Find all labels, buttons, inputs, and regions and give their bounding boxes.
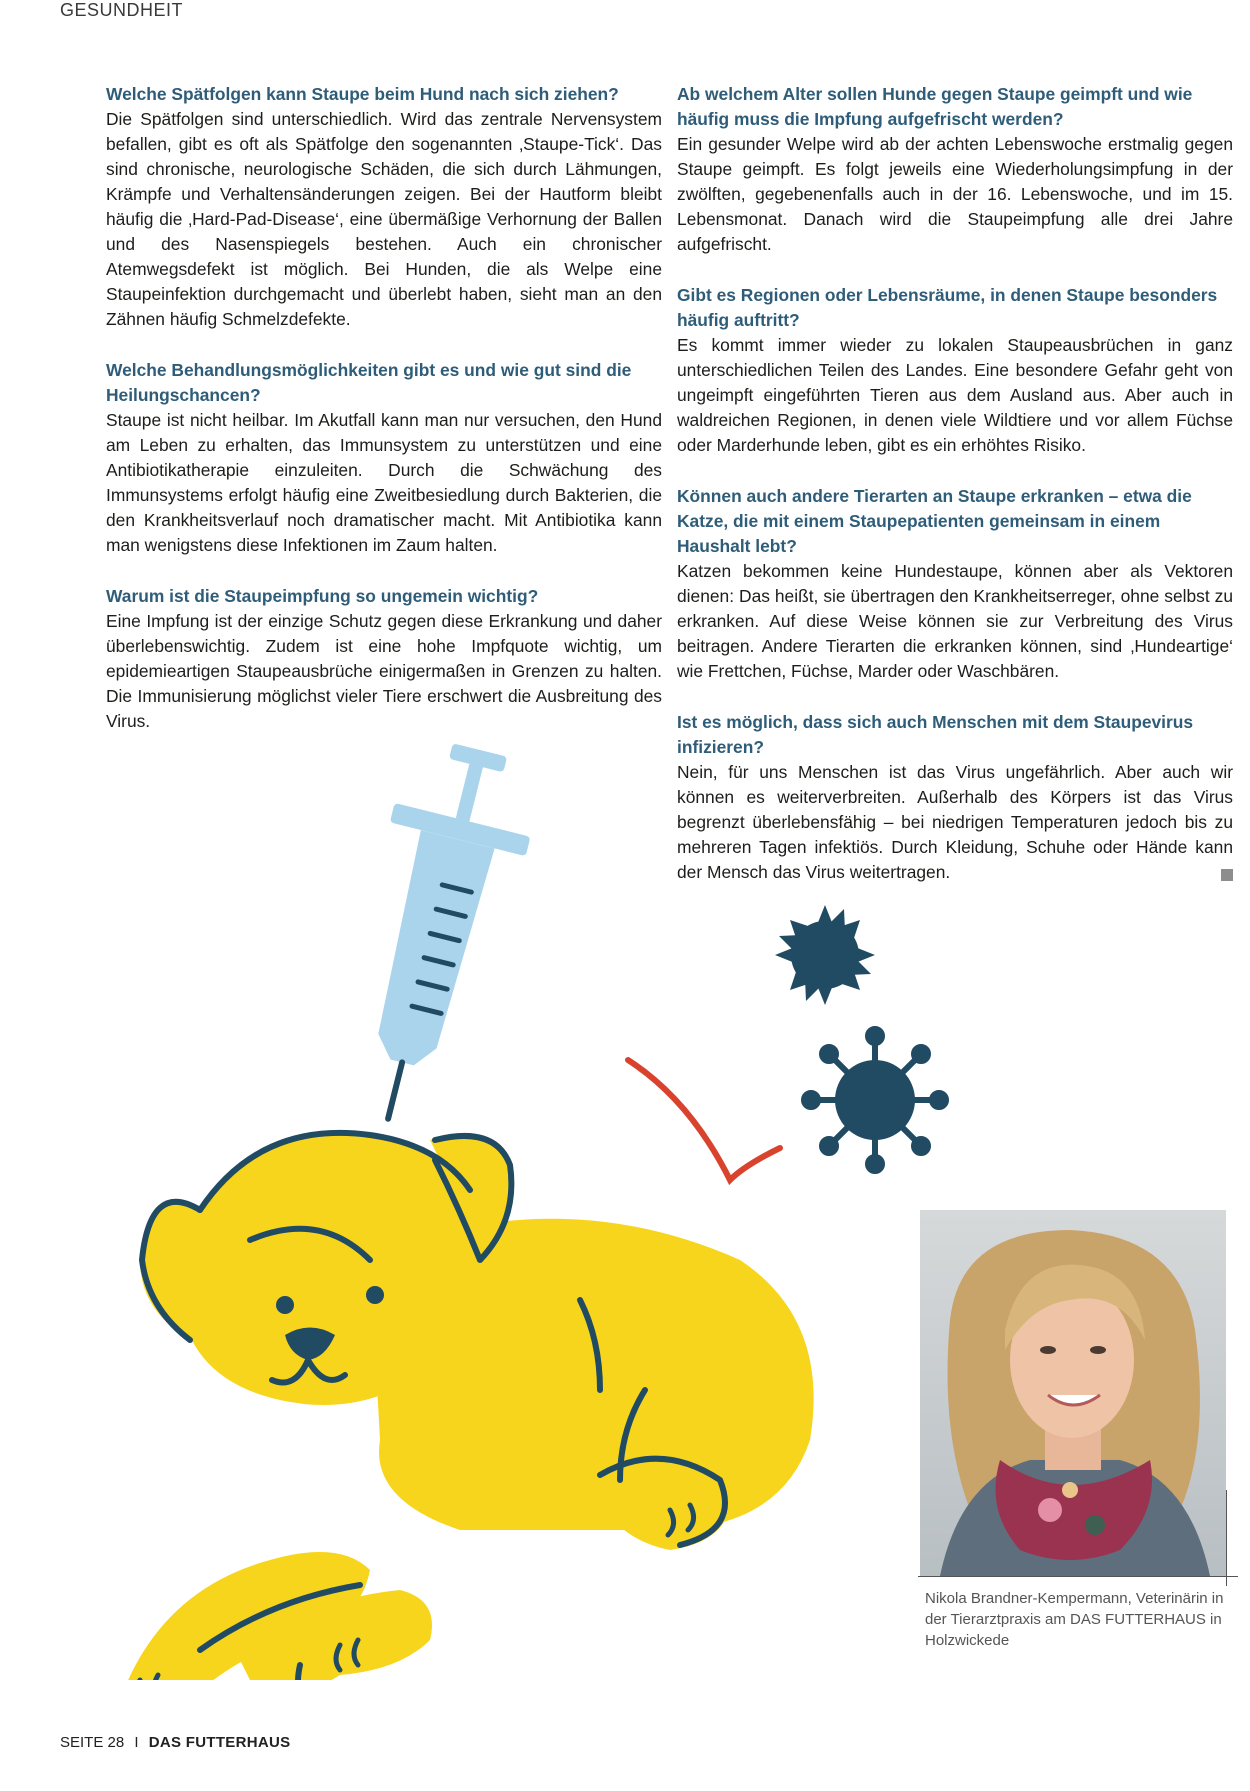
question-heading: Können auch andere Tierarten an Staupe erkranken – etwa die Katze, die mit einem Staupepatienten gemeinsam in einem Haushalt lebt? [677,486,1192,556]
question-heading: Gibt es Regionen oder Lebensräume, in denen Staupe besonders häufig auftritt? [677,285,1218,330]
footer-brand: DAS FUTTERHAUS [148,1734,291,1751]
qa-block [677,484,1233,684]
question-heading: Ist es möglich, dass sich auch Menschen mit dem Staupevirus infizieren? [677,712,1194,757]
qa-block [106,584,662,734]
photo-caption: Nikola Brandner-Kempermann, Veterinärin in der Tierarztpraxis am DAS FUTTERHAUS in Holzwickede [925,1590,1224,1649]
question-heading: Welche Spätfolgen kann Staupe beim Hund nach sich ziehen? [106,84,619,104]
virus-icon [775,905,875,1005]
answer-text: Eine Impfung ist der einzige Schutz gegen diese Erkrankung und daher überlebenswichtig. Zudem ist eine hohe Impfquote wichtig, um epidemieartigen Staupeausbrüche einigermaßen in Grenzen zu halten. Die Immunisierung möglichst vieler Tiere erschwert die Ausbreitung des Virus. [106,611,662,731]
answer-text: Die Spätfolgen sind unterschiedlich. Wird das zentrale Nervensystem befallen, gibt es oft als Spätfolge den sogenannten ‚Staupe-Tick‘. Das sind chronische, neurologische Schäden, die sich durch Lähmungen, Krämpfe und Verhaltensänderungen zeigen. Bei der Hautform bleibt häufig die ‚Hard-Pad-Disease‘, eine übermäßige Verhornung der Ballen und des Nasenspiegels bestehen. Auch ein chronischer Atemwegsdefekt ist möglich. Bei Hunden, die als Welpe eine Staupeinfektion durchgemacht und überlebt haben, sieht man an den Zähnen häufig Schmelzdefekte. [106,109,662,329]
page-footer [60,1734,290,1751]
qa-block [677,283,1233,458]
portrait-image [920,1210,1226,1576]
answer-text: Ein gesunder Welpe wird ab der achten Lebenswoche erstmalig gegen Staupe geimpft. Es folgt jeweils eine Wiederholungsimpfung in der zwölften, gegebenenfalls auch in der 16. Lebenswoche, und im 15. Lebensmonat. Danach wird die Staupeimpfung alle drei Jahre aufgefrischt. [677,134,1233,254]
question-heading: Welche Behandlungsmöglichkeiten gibt es und wie gut sind die Heilungschancen? [106,360,632,405]
qa-block [106,358,662,558]
qa-block [106,82,662,332]
qa-block [677,82,1233,257]
section-label: GESUNDHEIT [60,0,184,20]
question-heading: Ab welchem Alter sollen Hunde gegen Staupe geimpft und wie häufig muss die Impfung aufgefrischt werden? [677,84,1193,129]
answer-text: Nein, für uns Menschen ist das Virus ungefährlich. Aber auch wir können es weiterverbreiten. Außerhalb des Körpers ist das Virus begrenzt überlebensfähig – bei niedrigen Temperaturen jedoch bis zu mehreren Tagen infektiös. Durch Kleidung, Schuhe oder Hände kann der Mensch das Virus weitertragen. [677,762,1233,882]
syringe-icon [320,740,548,1136]
photo-rule [1226,1490,1227,1586]
answer-text: Katzen bekommen keine Hundestaupe, können aber als Vektoren dienen: Das heißt, sie übertragen den Krankheitserreger, ohne selbst zu erkranken. Auf diese Weise können sie zur Verbreitung des Virus beitragen. Andere Tierarten die erkranken können, sind ‚Hundeartige‘ wie Frettchen, Füchse, Marder oder Waschbären. [677,561,1233,681]
checkmark-icon [628,1060,780,1180]
question-heading: Warum ist die Staupeimpfung so ungemein wichtig? [106,586,539,606]
virus-icon [804,1029,946,1171]
portrait-photo [920,1210,1226,1576]
article-end-mark [1221,869,1233,881]
left-column [106,82,662,760]
answer-text: Es kommt immer wieder zu lokalen Staupeausbrüchen in ganz unterschiedlichen Teilen des Landes. Eine besondere Gefahr geht von ungeimpft eingeführten Tieren aus dem Ausland aus. Aber auch in waldreichen Regionen, in denen viele Wildtiere und vor allem Füchse oder Marderhunde leben, gibt es ein erhöhtes Risiko. [677,335,1233,455]
answer-text: Staupe ist nicht heilbar. Im Akutfall kann man nur versuchen, den Hund am Leben zu erhalten, das Immunsystem zu unterstützen und eine Antibiotikatherapie einzuleiten. Durch die Schwächung des Immunsystems erfolgt häufig eine Zweitbesiedlung durch Bakterien, die den Krankheitsverlauf noch dramatischer macht. Mit Antibiotika kann man wenigstens diese Infektionen im Zaum halten. [106,410,662,555]
illustration [40,740,960,1680]
photo-rule [918,1576,1238,1577]
page-number: SEITE 28 [60,1734,125,1751]
dog-illustration [120,1133,814,1680]
footer-separator: I [134,1734,139,1751]
